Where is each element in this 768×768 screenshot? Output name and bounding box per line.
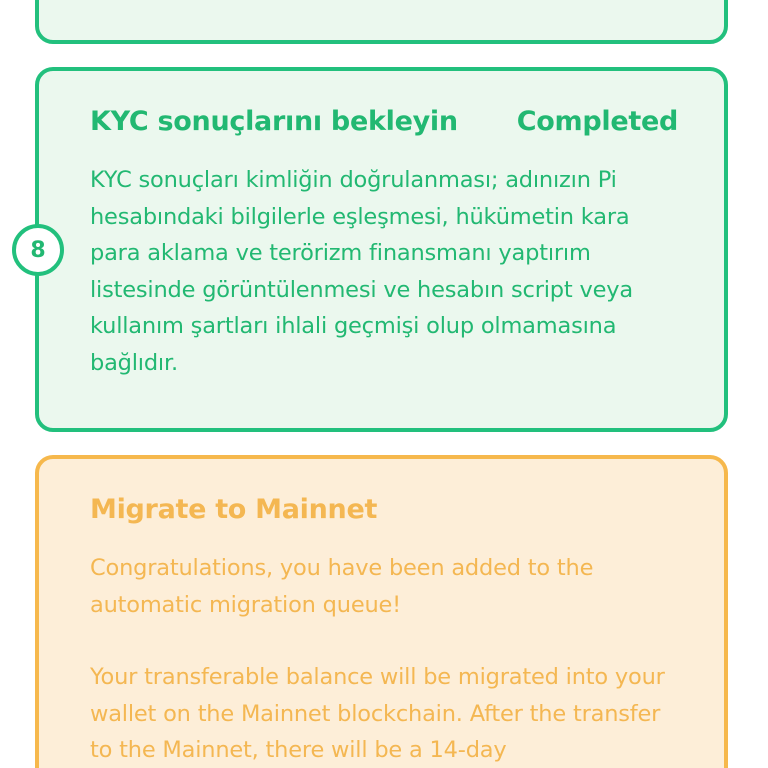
step-card-migrate-mainnet[interactable] <box>35 455 728 768</box>
step-card-kyc[interactable] <box>35 67 728 432</box>
step-number-badge <box>12 224 64 276</box>
step-description <box>90 162 684 381</box>
step-card-header <box>90 494 678 525</box>
step-card-header <box>90 106 678 137</box>
step-description <box>90 550 684 768</box>
step-title: Migrate to Mainnet <box>90 494 378 525</box>
step-paragraph-congratulations: Congratulations, you have been added to the automatic migration queue! <box>90 555 594 618</box>
step-paragraph-transfer: Your transferable balance will be migrated into your wallet on the Mainnet blockchain. After the transfer to the Mainnet, there will be a 14-day <box>90 664 665 763</box>
step-title: KYC sonuçlarını bekleyin <box>90 106 458 137</box>
step-number: 8 <box>30 237 46 263</box>
previous-step-card[interactable] <box>35 0 728 44</box>
step-status-completed: Completed <box>516 106 678 137</box>
step-description-text: KYC sonuçları kimliğin doğrulanması; adınızın Pi hesabındaki bilgilerle eşleşmesi, hükümetin kara para aklama ve terörizm finansmanı yaptırım listesinde görüntülenmesi ve hesabın script veya kullanım şartları ihlali geçmişi olup olmamasına bağlıdır. <box>90 167 633 376</box>
